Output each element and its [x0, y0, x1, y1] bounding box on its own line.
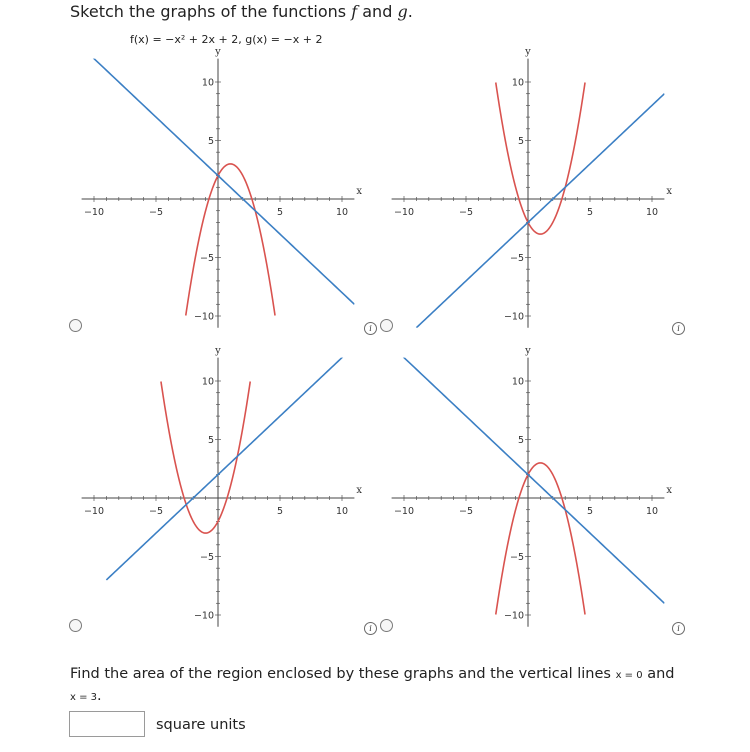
units-label: square units — [156, 717, 246, 733]
x-tick-label: −5 — [458, 207, 474, 218]
x-tick-label: −5 — [458, 506, 474, 517]
x-axis-label: x — [666, 485, 673, 496]
graph-option-2 — [388, 46, 678, 335]
option-4-radio[interactable] — [380, 619, 393, 632]
functions-definition: f(x) = −x² + 2x + 2, g(x) = −x + 2 — [130, 33, 323, 46]
graph-option-4 — [388, 345, 678, 634]
y-axis-label: y — [525, 46, 531, 58]
y-tick-label: 5 — [207, 435, 214, 446]
y-tick-label: 10 — [511, 77, 524, 89]
line-curve — [106, 346, 354, 580]
y-tick-label: 5 — [517, 136, 524, 147]
y-tick-label: −5 — [199, 253, 214, 264]
y-tick-label: −5 — [509, 552, 524, 563]
x-tick-label: −10 — [393, 207, 415, 218]
question-title: Sketch the graphs of the functions f and g. — [70, 2, 413, 21]
y-tick-label: 5 — [517, 435, 524, 446]
x-tick-label: 5 — [586, 506, 594, 517]
option-1-radio[interactable] — [69, 319, 82, 332]
y-tick-label: −5 — [199, 552, 214, 563]
option-1-info-icon[interactable]: i — [364, 322, 377, 335]
x-tick-label: 5 — [276, 207, 284, 218]
x-tick-label: −10 — [393, 506, 415, 517]
y-tick-label: −10 — [193, 311, 214, 323]
x-tick-label: 5 — [276, 506, 284, 517]
x-tick-label: 5 — [586, 207, 594, 218]
y-tick-label: −10 — [503, 311, 524, 323]
x-tick-label: 10 — [335, 207, 349, 218]
y-tick-label: 5 — [207, 136, 214, 147]
y-tick-label: −10 — [503, 610, 524, 622]
x-axis-label: x — [666, 186, 673, 197]
x-tick-label: −10 — [83, 207, 105, 218]
x-axis-label: x — [356, 186, 363, 197]
y-tick-label: 10 — [201, 376, 214, 388]
graph-option-3 — [78, 345, 368, 634]
x-axis-label: x — [356, 485, 363, 496]
y-tick-label: 10 — [511, 376, 524, 388]
x-tick-label: 10 — [335, 506, 349, 517]
option-4-info-icon[interactable]: i — [672, 622, 685, 635]
option-3-info-icon[interactable]: i — [364, 622, 377, 635]
area-answer-input[interactable] — [69, 711, 145, 737]
option-2-info-icon[interactable]: i — [672, 322, 685, 335]
area-question: Find the area of the region enclosed by these graphs and the vertical lines x = 0 and x = 3. — [70, 666, 675, 704]
line-curve — [416, 94, 664, 328]
x-tick-label: −5 — [148, 506, 164, 517]
option-2-radio[interactable] — [380, 319, 393, 332]
y-tick-label: 10 — [201, 77, 214, 89]
graph-option-1 — [78, 46, 368, 335]
x-tick-label: −10 — [83, 506, 105, 517]
x-tick-label: 10 — [645, 207, 659, 218]
y-tick-label: −10 — [193, 610, 214, 622]
x-tick-label: −5 — [148, 207, 164, 218]
y-axis-label: y — [215, 345, 221, 357]
option-3-radio[interactable] — [69, 619, 82, 632]
x-tick-label: 10 — [645, 506, 659, 517]
y-tick-label: −5 — [509, 253, 524, 264]
y-axis-label: y — [215, 46, 221, 58]
y-axis-label: y — [525, 345, 531, 357]
